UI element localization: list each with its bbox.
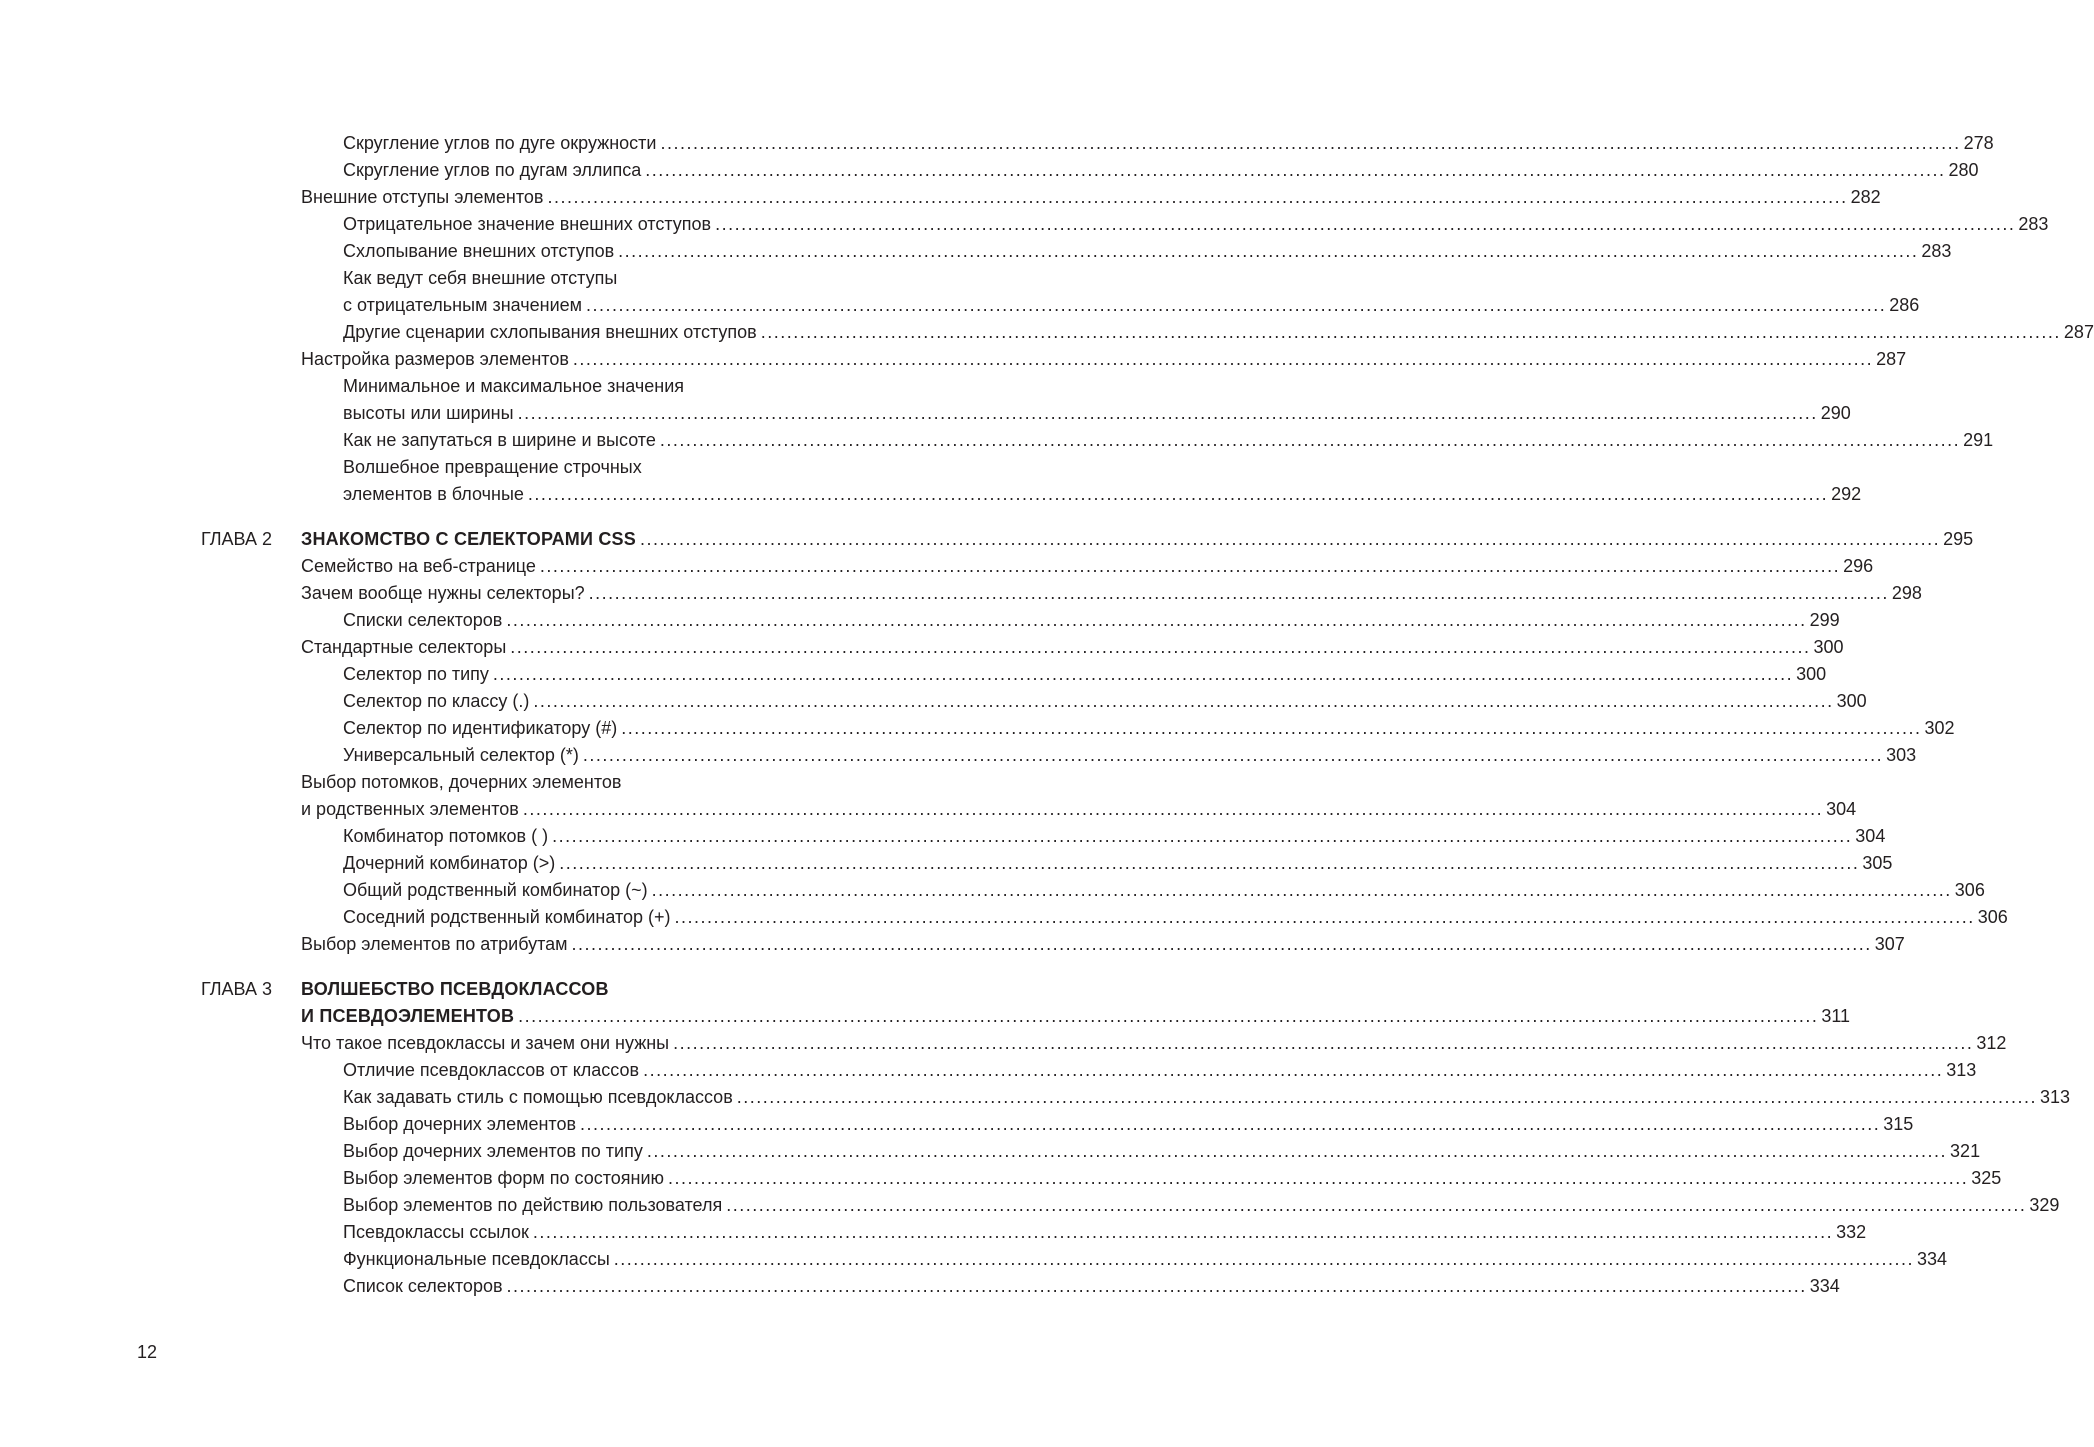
dot-leader: ........................................................................................................................................................................................................ <box>588 583 1889 603</box>
toc-entry <box>0 742 1917 769</box>
dot-leader: ........................................................................................................................................................................................................ <box>510 637 1811 657</box>
toc-entry <box>0 319 2094 346</box>
entry-title: Список селекторов <box>343 1276 503 1296</box>
entry-title: Селектор по классу (.) <box>343 691 530 711</box>
entry-page: 325 <box>1971 1168 2002 1188</box>
entry-title: Выбор дочерних элементов по типу <box>343 1141 643 1161</box>
dot-leader: ........................................................................................................................................................................................................ <box>651 880 1952 900</box>
dot-leader: ........................................................................................................................................................................................................ <box>659 430 1961 450</box>
toc-entry <box>0 1219 1867 1246</box>
dot-leader: ........................................................................................................................................................................................................ <box>533 691 1834 711</box>
dot-leader: ........................................................................................................................................................................................................ <box>547 187 1848 207</box>
toc-entry <box>0 1246 1948 1273</box>
entry-title: Функциональные псевдоклассы <box>343 1249 610 1269</box>
entry-page: 278 <box>1963 133 1994 153</box>
dot-leader: ........................................................................................................................................................................................................ <box>736 1087 2037 1107</box>
entry-title: Комбинатор потомков ( ) <box>343 826 549 846</box>
toc-chapter-entry <box>0 526 1974 553</box>
toc-entry <box>0 661 1827 688</box>
dot-leader: ........................................................................................................................................................................................................ <box>559 853 1860 873</box>
toc-entry <box>0 769 986 796</box>
entry-title: Селектор по идентификатору (#) <box>343 718 618 738</box>
toc-entry <box>0 454 986 481</box>
toc-entry <box>0 688 1867 715</box>
entry-page: 305 <box>1862 853 1893 873</box>
dot-leader: ........................................................................................................................................................................................................ <box>674 907 1975 927</box>
entry-page: 306 <box>1977 907 2008 927</box>
dot-leader: ........................................................................................................................................................................................................ <box>715 214 2016 234</box>
entry-title: Дочерний комбинатор (>) <box>343 853 556 873</box>
page-number: 12 <box>137 1342 158 1362</box>
entry-title: с отрицательным значением <box>343 295 583 315</box>
toc-entry <box>0 904 2008 931</box>
entry-title: Стандартные селекторы <box>301 637 507 657</box>
entry-title: и родственных элементов <box>301 799 519 819</box>
entry-page: 300 <box>1796 664 1827 684</box>
entry-page: 292 <box>1831 484 1862 504</box>
toc-entry <box>0 877 1985 904</box>
entry-page: 313 <box>1946 1060 1977 1080</box>
dot-leader: ........................................................................................................................................................................................................ <box>582 745 1884 765</box>
entry-title: Выбор элементов по атрибутам <box>301 934 568 954</box>
dot-leader: ........................................................................................................................................................................................................ <box>646 1141 1948 1161</box>
toc-entry <box>0 1057 1977 1084</box>
dot-leader: ........................................................................................................................................................................................................ <box>492 664 1794 684</box>
entry-title: Выбор потомков, дочерних элементов <box>301 772 622 792</box>
toc-entry <box>0 184 1881 211</box>
toc-entry <box>0 238 1952 265</box>
toc-entry <box>0 157 1979 184</box>
entry-page: 304 <box>1826 799 1857 819</box>
entry-title: ВОЛШЕБСТВО ПСЕВДОКЛАССОВ <box>301 979 609 999</box>
entry-page: 312 <box>1976 1033 2007 1053</box>
dot-leader: ........................................................................................................................................................................................................ <box>517 403 1818 423</box>
entry-title: И ПСЕВДОЭЛЕМЕНТОВ <box>301 1006 515 1026</box>
dot-leader: ........................................................................................................................................................................................................ <box>668 1168 1969 1188</box>
entry-title: Выбор элементов по действию пользователя <box>343 1195 723 1215</box>
toc-entry <box>0 823 1886 850</box>
entry-page: 329 <box>2029 1195 2060 1215</box>
dot-leader: ........................................................................................................................................................................................................ <box>580 1114 1881 1134</box>
entry-title: Волшебное превращение строчных <box>343 457 642 477</box>
entry-page: 287 <box>2063 322 2094 342</box>
dot-leader: ........................................................................................................................................................................................................ <box>506 1276 1807 1296</box>
toc-entry <box>0 553 1874 580</box>
dot-leader: ........................................................................................................................................................................................................ <box>552 826 1853 846</box>
entry-title: ЗНАКОМСТВО С СЕЛЕКТОРАМИ CSS <box>301 529 636 549</box>
entry-title: Минимальное и максимальное значения <box>343 376 685 396</box>
toc-entry <box>0 265 986 292</box>
dot-leader: ........................................................................................................................................................................................................ <box>673 1033 1974 1053</box>
toc-entry <box>0 1138 1981 1165</box>
entry-page: 313 <box>2039 1087 2071 1107</box>
toc-entry <box>0 607 1840 634</box>
entry-title: Псевдоклассы ссылок <box>343 1222 529 1242</box>
entry-title: Как не запутаться в ширине и высоте <box>343 430 656 450</box>
toc-entry <box>0 1111 1914 1138</box>
entry-page: 303 <box>1886 745 1917 765</box>
entry-title: Списки селекторов <box>343 610 503 630</box>
entry-title: Скругление углов по дуге окружности <box>343 133 657 153</box>
entry-title: Отрицательное значение внешних отступов <box>343 214 712 234</box>
dot-leader: ........................................................................................................................................................................................................ <box>645 160 1946 180</box>
toc-entry <box>0 130 1994 157</box>
toc-entry <box>0 373 986 400</box>
entry-page: 304 <box>1855 826 1886 846</box>
entry-title: Общий родственный комбинатор (~) <box>343 880 648 900</box>
entry-page: 334 <box>1916 1249 1948 1269</box>
dot-leader: ........................................................................................................................................................................................................ <box>760 322 2061 342</box>
dot-leader: ........................................................................................................................................................................................................ <box>621 718 1922 738</box>
entry-page: 295 <box>1943 529 1974 549</box>
entry-page: 307 <box>1874 934 1905 954</box>
entry-page: 300 <box>1836 691 1867 711</box>
chapter-label: ГЛАВА 3 <box>201 979 272 999</box>
dot-leader: ........................................................................................................................................................................................................ <box>726 1195 2027 1215</box>
dot-leader: ........................................................................................................................................................................................................ <box>613 1249 1914 1269</box>
entry-page: 283 <box>1921 241 1952 261</box>
dot-leader: ........................................................................................................................................................................................................ <box>572 349 1874 369</box>
entry-title: Настройка размеров элементов <box>301 349 569 369</box>
entry-page: 299 <box>1809 610 1840 630</box>
dot-leader: ........................................................................................................................................................................................................ <box>527 484 1829 504</box>
entry-title: Селектор по типу <box>343 664 489 684</box>
dot-leader: ........................................................................................................................................................................................................ <box>643 1060 1944 1080</box>
toc-entry <box>0 1273 1840 1300</box>
toc-entry <box>0 715 1955 742</box>
chapter-label: ГЛАВА 2 <box>201 529 272 549</box>
entry-page: 296 <box>1843 556 1874 576</box>
dot-leader: ........................................................................................................................................................................................................ <box>586 295 1887 315</box>
toc-entry <box>0 1030 2007 1057</box>
table-of-contents <box>0 130 2094 1300</box>
entry-title: Семейство на веб-странице <box>301 556 536 576</box>
entry-page: 282 <box>1850 187 1881 207</box>
toc-entry <box>0 634 1844 661</box>
dot-leader: ........................................................................................................................................................................................................ <box>522 799 1824 819</box>
toc-chapter-entry <box>0 1003 1851 1030</box>
entry-title: Универсальный селектор (*) <box>343 745 579 765</box>
toc-entry <box>0 580 1922 607</box>
entry-page: 298 <box>1891 583 1922 603</box>
entry-page: 315 <box>1883 1114 1914 1134</box>
dot-leader: ........................................................................................................................................................................................................ <box>518 1006 1819 1026</box>
toc-entry <box>0 931 1905 958</box>
entry-title: Как задавать стиль с помощью псевдоклассов <box>343 1087 733 1107</box>
entry-page: 283 <box>2018 214 2049 234</box>
entry-page: 321 <box>1950 1141 1981 1161</box>
entry-page: 306 <box>1954 880 1985 900</box>
entry-title: элементов в блочные <box>343 484 524 504</box>
entry-title: Схлопывание внешних отступов <box>343 241 615 261</box>
dot-leader: ........................................................................................................................................................................................................ <box>660 133 1961 153</box>
dot-leader: ........................................................................................................................................................................................................ <box>532 1222 1834 1242</box>
toc-entry <box>0 427 1994 454</box>
dot-leader: ........................................................................................................................................................................................................ <box>571 934 1872 954</box>
entry-page: 287 <box>1876 349 1907 369</box>
toc-chapter-entry <box>0 976 986 1003</box>
entry-page: 334 <box>1809 1276 1840 1296</box>
entry-page: 286 <box>1889 295 1920 315</box>
toc-entry <box>0 796 1857 823</box>
toc-entry <box>0 400 1851 427</box>
entry-title: Выбор дочерних элементов <box>343 1114 577 1134</box>
entry-title: Выбор элементов форм по состоянию <box>343 1168 664 1188</box>
entry-title: Как ведут себя внешние отступы <box>343 268 618 288</box>
toc-entry <box>0 1165 2002 1192</box>
dot-leader: ........................................................................................................................................................................................................ <box>539 556 1841 576</box>
entry-title: Соседний родственный комбинатор (+) <box>343 907 671 927</box>
toc-entry <box>0 211 2049 238</box>
entry-page: 302 <box>1924 718 1955 738</box>
entry-title: Внешние отступы элементов <box>301 187 544 207</box>
toc-entry <box>0 1192 2060 1219</box>
entry-page: 311 <box>1821 1006 1851 1026</box>
entry-page: 280 <box>1948 160 1979 180</box>
dot-leader: ........................................................................................................................................................................................................ <box>639 529 1941 549</box>
entry-title: Что такое псевдоклассы и зачем они нужны <box>301 1033 670 1053</box>
entry-title: Отличие псевдоклассов от классов <box>343 1060 640 1080</box>
entry-page: 290 <box>1820 403 1851 423</box>
entry-title: Зачем вообще нужны селекторы? <box>301 583 585 603</box>
toc-entry <box>0 292 1920 319</box>
entry-title: Другие сценарии схлопывания внешних отступов <box>343 322 757 342</box>
toc-entry <box>0 850 1893 877</box>
entry-title: высоты или ширины <box>343 403 514 423</box>
dot-leader: ........................................................................................................................................................................................................ <box>506 610 1807 630</box>
entry-page: 300 <box>1813 637 1844 657</box>
toc-entry <box>0 346 1907 373</box>
dot-leader: ........................................................................................................................................................................................................ <box>618 241 1919 261</box>
entry-page: 291 <box>1963 430 1994 450</box>
toc-entry <box>0 1084 2071 1111</box>
entry-page: 332 <box>1836 1222 1867 1242</box>
entry-title: Скругление углов по дугам эллипса <box>343 160 642 180</box>
toc-entry <box>0 481 1862 508</box>
